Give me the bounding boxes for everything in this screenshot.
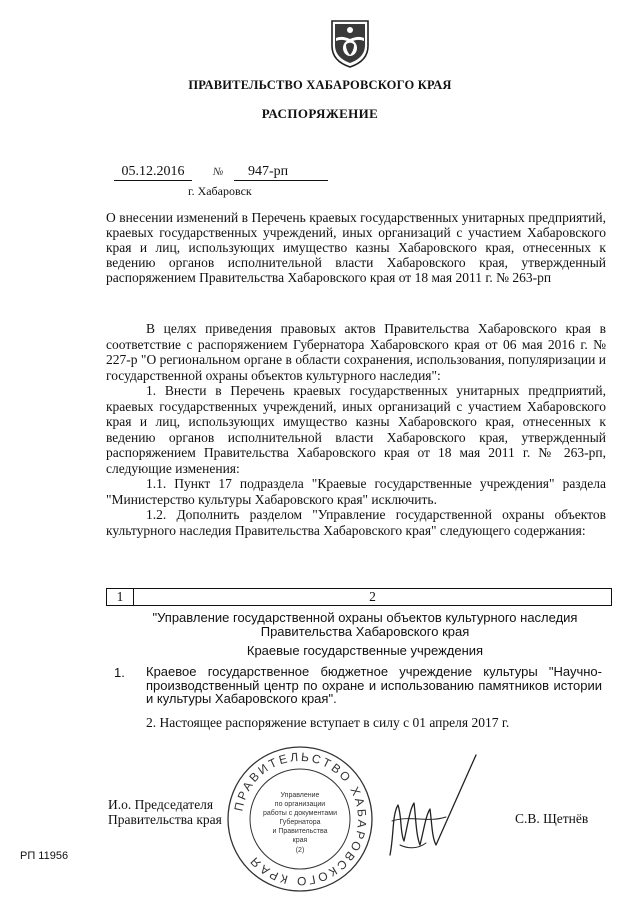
effective-date-clause: 2. Настоящее распоряжение вступает в силу с 01 апреля 2017 г. — [146, 715, 510, 730]
signatory-role — [108, 797, 222, 827]
document-kind: РАСПОРЯЖЕНИЕ — [261, 106, 379, 121]
signatory-role-line: Правительства края — [108, 812, 222, 827]
stamp-ring-text: ПРАВИТЕЛЬСТВО ХАБАРОВСКОГО КРАЯ — [231, 749, 370, 889]
stamp-center-line: (2) — [295, 847, 305, 854]
coat-of-arms-icon — [329, 18, 371, 68]
document-subject: О внесении изменений в Перечень краевых государственных унитарных предприятий, краевых государственных учреждений, иных организаций с участием Хабаровского края и лиц, использующих имущество казны Хабаровского края, отнесенных к ведению органов исполнительной власти Хабаровского края, утвержденный распоряжением Правительства Хабаровского края от 18 мая 2011 г. № 263-рп — [106, 210, 606, 285]
number-sign: № — [213, 166, 224, 178]
table-cell: 1 — [107, 589, 134, 605]
signatory-role-line: И.о. Председателя — [108, 797, 214, 812]
section-subtitle: Краевые государственные учреждения — [246, 643, 484, 658]
document-number: 947-рп — [234, 164, 328, 181]
document-date: 05.12.2016 — [114, 164, 192, 181]
body-paragraph: В целях приведения правовых актов Правительства Хабаровского края в соответствие с распоряжением Губернатора Хабаровского края от 06 мая 2016 г. № 227-р "О региональном органе в области сохранения, использования, популяризации и государственной охраны объектов культурного наследия": — [106, 321, 606, 383]
list-item: Краевое государственное бюджетное учреждение культуры "Научно-производственный центр по охране и использованию памятников истории и культуры Хабаровского края". — [146, 664, 602, 706]
stamp-center-line: края — [292, 837, 308, 844]
document-city: г. Хабаровск — [188, 184, 252, 198]
stamp-center-line: Управление — [280, 792, 320, 799]
list-item-number: 1. — [114, 665, 125, 680]
stamp-center-line: работы с документами — [262, 810, 338, 817]
table-cell: 2 — [369, 589, 376, 604]
section-title: "Управление государственной охраны объектов культурного наследия Правительства Хабаровского края — [152, 610, 578, 639]
handwritten-signature — [380, 745, 480, 865]
stamp-center-line: Губернатора — [279, 819, 321, 826]
document-id: РП 11956 — [20, 850, 69, 862]
body-paragraph: 1.2. Дополнить разделом "Управление государственной охраны объектов культурного наследия Правительства Хабаровского края" следующего содержания: — [106, 507, 606, 538]
body-paragraph: 1. Внести в Перечень краевых государственных унитарных предприятий, краевых государственных учреждений, иных организаций с участием Хабаровского края и лиц, использующих имущество казны Хабаровского края, отнесенных к ведению органов исполнительной власти Хабаровского края, утвержденный распоряжением Правительства Хабаровского края от 18 мая 2011 г. № 263-рп, следующие изменения: — [106, 383, 606, 476]
column-number-table — [106, 588, 612, 606]
government-title: ПРАВИТЕЛЬСТВО ХАБАРОВСКОГО КРАЯ — [188, 78, 452, 92]
stamp-center-line: по организации — [274, 801, 326, 808]
stamp-center-line: и Правительства — [272, 828, 328, 835]
document-body — [106, 321, 606, 538]
signatory-name: С.В. Щетнёв — [515, 811, 589, 826]
body-paragraph: 1.1. Пункт 17 подраздела "Краевые государственные учреждения" раздела "Министерство культуры Хабаровского края" исключить. — [106, 476, 606, 507]
official-stamp — [226, 745, 374, 893]
